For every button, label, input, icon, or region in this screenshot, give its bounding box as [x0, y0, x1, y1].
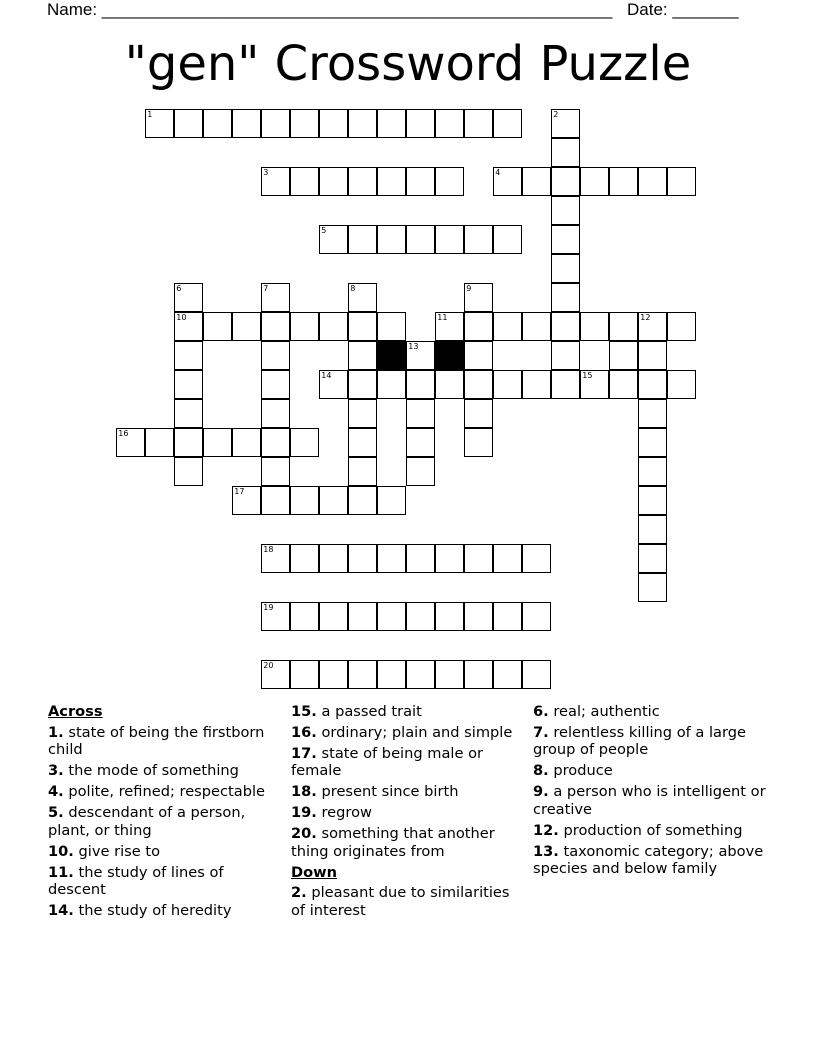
crossword-cell[interactable]	[261, 660, 290, 689]
crossword-cell[interactable]	[406, 428, 435, 457]
crossword-cell[interactable]	[551, 370, 580, 399]
clue-item: 13. taxonomic category; above species and below family	[533, 842, 764, 878]
crossword-cell[interactable]	[435, 312, 464, 341]
crossword-cell[interactable]	[348, 225, 377, 254]
clue-item-number: 7.	[533, 723, 549, 741]
clue-column-1	[48, 703, 282, 923]
clue-item-number: 5.	[48, 804, 64, 822]
crossword-cell[interactable]	[406, 370, 435, 399]
crossword-cell[interactable]	[319, 109, 348, 138]
crossword-cell[interactable]	[261, 167, 290, 196]
crossword-cell[interactable]	[638, 428, 667, 457]
crossword-cell[interactable]	[435, 370, 464, 399]
section-heading: Across	[48, 703, 103, 720]
crossword-cell[interactable]	[435, 109, 464, 138]
crossword-cell[interactable]	[348, 602, 377, 631]
clue-item-number: 17.	[291, 744, 317, 762]
clue-number: 7	[263, 284, 269, 294]
crossword-cell[interactable]	[638, 486, 667, 515]
clue-item: 8. produce	[533, 762, 613, 780]
page-title: "gen" Crossword Puzzle	[124, 36, 692, 92]
crossword-cell[interactable]	[493, 660, 522, 689]
clue-number: 4	[495, 168, 501, 178]
crossword-cell[interactable]	[232, 428, 261, 457]
crossword-cell[interactable]	[232, 109, 261, 138]
clue-item: 19. regrow	[291, 804, 372, 822]
crossword-cell[interactable]	[406, 660, 435, 689]
crossword-cell[interactable]	[580, 370, 609, 399]
crossword-cell[interactable]	[290, 312, 319, 341]
crossword-cell[interactable]	[638, 544, 667, 573]
crossword-cell[interactable]	[232, 486, 261, 515]
clue-item: 18. present since birth	[291, 783, 459, 801]
clue-number: 9	[466, 284, 472, 294]
crossword-cell[interactable]	[609, 167, 638, 196]
crossword-cell[interactable]	[348, 283, 377, 312]
crossword-cell[interactable]	[580, 312, 609, 341]
crossword-cell[interactable]	[261, 544, 290, 573]
crossword-cell[interactable]	[464, 109, 493, 138]
clue-number: 16	[118, 429, 129, 439]
clue-column-2	[291, 703, 525, 923]
clue-item: 12. production of something	[533, 821, 743, 839]
crossword-cell[interactable]	[609, 312, 638, 341]
crossword-cell[interactable]	[319, 312, 348, 341]
crossword-cell[interactable]	[290, 660, 319, 689]
crossword-cell[interactable]	[638, 167, 667, 196]
clue-number: 8	[350, 284, 356, 294]
clue-item-number: 11.	[48, 863, 74, 881]
crossword-cell[interactable]	[493, 370, 522, 399]
crossword-cell[interactable]	[377, 370, 406, 399]
crossword-cell[interactable]	[116, 428, 145, 457]
clue-item-number: 14.	[48, 902, 74, 920]
crossword-cell[interactable]	[435, 167, 464, 196]
crossword-cell[interactable]	[551, 312, 580, 341]
crossword-cell[interactable]	[435, 602, 464, 631]
clue-column-3	[533, 703, 767, 881]
crossword-cell[interactable]	[174, 457, 203, 486]
clue-number: 3	[263, 168, 269, 178]
crossword-cell[interactable]	[261, 370, 290, 399]
crossword-cell[interactable]	[319, 225, 348, 254]
crossword-cell[interactable]	[348, 457, 377, 486]
crossword-cell[interactable]	[522, 370, 551, 399]
crossword-cell[interactable]	[609, 370, 638, 399]
clue-item: 11. the study of lines of descent	[48, 863, 224, 899]
clue-item: 5. descendant of a person, plant, or thing	[48, 804, 246, 839]
clue-item: 16. ordinary; plain and simple	[291, 723, 513, 741]
crossword-cell[interactable]	[261, 457, 290, 486]
clue-item: 4. polite, refined; respectable	[48, 783, 266, 801]
crossword-cell[interactable]	[261, 341, 290, 370]
crossword-cell[interactable]	[406, 544, 435, 573]
clue-number: 6	[176, 284, 182, 294]
crossword-cell[interactable]	[174, 283, 203, 312]
crossword-cell[interactable]	[464, 399, 493, 428]
clue-number: 2	[553, 110, 559, 120]
crossword-cell[interactable]	[319, 167, 348, 196]
clue-item-number: 8.	[533, 762, 549, 780]
clue-number: 11	[437, 313, 448, 323]
crossword-cell[interactable]	[464, 602, 493, 631]
crossword-cell[interactable]	[406, 341, 435, 370]
clue-item-number: 20.	[291, 825, 317, 843]
clue-number: 18	[263, 545, 274, 555]
date-field[interactable]: Date: _______	[627, 0, 739, 19]
clue-item-number: 4.	[48, 783, 64, 801]
crossword-cell[interactable]	[435, 225, 464, 254]
crossword-cell[interactable]	[261, 602, 290, 631]
clue-item-number: 15.	[291, 703, 317, 720]
crossword-cell[interactable]	[203, 428, 232, 457]
crossword-cell[interactable]	[348, 370, 377, 399]
crossword-cell[interactable]	[638, 370, 667, 399]
crossword-cell[interactable]	[580, 167, 609, 196]
crossword-cell[interactable]	[464, 312, 493, 341]
crossword-cell[interactable]	[493, 602, 522, 631]
clue-item: 1. state of being the firstborn child	[48, 723, 265, 759]
crossword-cell[interactable]	[377, 544, 406, 573]
crossword-cell[interactable]	[348, 660, 377, 689]
crossword-cell[interactable]	[493, 312, 522, 341]
crossword-cell[interactable]	[464, 283, 493, 312]
clue-item-number: 16.	[291, 723, 317, 741]
crossword-cell[interactable]	[348, 312, 377, 341]
clue-item: 3. the mode of something	[48, 762, 239, 780]
crossword-cell[interactable]	[174, 428, 203, 457]
clue-item: 7. relentless killing of a large group of people	[533, 723, 746, 759]
clue-number: 1	[147, 110, 153, 120]
crossword-cell[interactable]	[348, 399, 377, 428]
clue-item-number: 6.	[533, 703, 549, 720]
clue-item-number: 3.	[48, 762, 64, 780]
crossword-cell[interactable]	[551, 196, 580, 225]
clue-item-number: 9.	[533, 783, 549, 801]
section-heading: Down	[291, 863, 338, 881]
crossword-cell[interactable]	[348, 109, 377, 138]
crossword-cell[interactable]	[406, 109, 435, 138]
crossword-cell[interactable]	[377, 109, 406, 138]
crossword-cell[interactable]	[290, 428, 319, 457]
crossword-cell[interactable]	[493, 109, 522, 138]
crossword-cell[interactable]	[261, 283, 290, 312]
crossword-cell[interactable]	[464, 370, 493, 399]
crossword-cell[interactable]	[290, 544, 319, 573]
clue-item: 14. the study of heredity	[48, 902, 232, 920]
crossword-cell[interactable]	[406, 457, 435, 486]
crossword-cell[interactable]	[493, 225, 522, 254]
crossword-cell[interactable]	[464, 428, 493, 457]
clue-item: 20. something that another thing originates from	[291, 825, 495, 860]
crossword-cell[interactable]	[551, 109, 580, 138]
crossword-cell[interactable]	[348, 167, 377, 196]
crossword-cell[interactable]	[638, 457, 667, 486]
crossword-cell[interactable]	[493, 544, 522, 573]
clue-item: 2. pleasant due to similarities of interest	[291, 884, 510, 920]
clue-item-number: 2.	[291, 884, 307, 902]
crossword-cell[interactable]	[290, 486, 319, 515]
crossword-cell[interactable]	[638, 573, 667, 602]
crossword-cell[interactable]	[290, 109, 319, 138]
clue-item-number: 12.	[533, 821, 559, 839]
crossword-cell[interactable]	[377, 225, 406, 254]
clue-item-number: 19.	[291, 804, 317, 822]
crossword-cell[interactable]	[174, 312, 203, 341]
crossword-cell[interactable]	[522, 602, 551, 631]
crossword-cell[interactable]	[319, 544, 348, 573]
crossword-cell[interactable]	[377, 660, 406, 689]
crossword-cell[interactable]	[319, 602, 348, 631]
crossword-cell[interactable]	[522, 312, 551, 341]
crossword-cell[interactable]	[522, 660, 551, 689]
crossword-cell[interactable]	[232, 312, 261, 341]
clue-item: 10. give rise to	[48, 842, 160, 860]
crossword-cell[interactable]	[348, 486, 377, 515]
crossword-cell[interactable]	[667, 370, 696, 399]
crossword-cell[interactable]	[348, 544, 377, 573]
crossword-cell[interactable]	[551, 341, 580, 370]
crossword-cell[interactable]	[377, 486, 406, 515]
crossword-cell[interactable]	[551, 283, 580, 312]
crossword-cell[interactable]	[551, 254, 580, 283]
crossword-cell[interactable]	[493, 167, 522, 196]
clue-number: 15	[582, 371, 593, 381]
crossword-cell[interactable]	[319, 486, 348, 515]
crossword-cell[interactable]	[638, 399, 667, 428]
crossword-block	[377, 341, 406, 370]
crossword-cell[interactable]	[348, 428, 377, 457]
crossword-cell[interactable]	[406, 225, 435, 254]
crossword-cell[interactable]	[261, 312, 290, 341]
crossword-cell[interactable]	[319, 370, 348, 399]
crossword-cell[interactable]	[261, 109, 290, 138]
crossword-cell[interactable]	[261, 486, 290, 515]
crossword-cell[interactable]	[377, 167, 406, 196]
crossword-cell[interactable]	[464, 341, 493, 370]
crossword-cell[interactable]	[406, 167, 435, 196]
crossword-cell[interactable]	[464, 225, 493, 254]
crossword-cell[interactable]	[203, 312, 232, 341]
clue-number: 14	[321, 371, 332, 381]
crossword-cell[interactable]	[435, 544, 464, 573]
crossword-cell[interactable]	[377, 602, 406, 631]
clue-item: 15. a passed trait	[291, 703, 422, 720]
clue-number: 13	[408, 342, 419, 352]
clue-item-number: 1.	[48, 723, 64, 741]
crossword-cell[interactable]	[145, 428, 174, 457]
clue-item: 17. state of being male or female	[291, 744, 484, 780]
clue-number: 20	[263, 661, 274, 671]
crossword-cell[interactable]	[522, 544, 551, 573]
crossword-cell[interactable]	[522, 167, 551, 196]
crossword-cell[interactable]	[638, 341, 667, 370]
crossword-cell[interactable]	[435, 660, 464, 689]
crossword-cell[interactable]	[551, 167, 580, 196]
clue-number: 10	[176, 313, 187, 323]
crossword-cell[interactable]	[290, 602, 319, 631]
clue-item-number: 13.	[533, 842, 559, 860]
clue-number: 5	[321, 226, 327, 236]
crossword-cell[interactable]	[290, 167, 319, 196]
crossword-cell[interactable]	[551, 225, 580, 254]
clue-number: 17	[234, 487, 245, 497]
clue-number: 19	[263, 603, 274, 613]
crossword-block	[435, 341, 464, 370]
crossword-cell[interactable]	[464, 544, 493, 573]
crossword-cell[interactable]	[667, 312, 696, 341]
crossword-cell[interactable]	[609, 341, 638, 370]
crossword-cell[interactable]	[464, 660, 493, 689]
crossword-cell[interactable]	[348, 341, 377, 370]
crossword-cell[interactable]	[203, 109, 232, 138]
clue-item-number: 10.	[48, 842, 74, 860]
name-field[interactable]: Name: ______________________________________________________	[47, 0, 613, 19]
crossword-cell[interactable]	[667, 167, 696, 196]
crossword-cell[interactable]	[406, 602, 435, 631]
crossword-cell[interactable]	[551, 138, 580, 167]
crossword-cell[interactable]	[638, 312, 667, 341]
clue-item: 6. real; authentic	[533, 703, 660, 720]
crossword-cell[interactable]	[174, 399, 203, 428]
clue-number: 12	[640, 313, 651, 323]
crossword-cell[interactable]	[406, 399, 435, 428]
crossword-cell[interactable]	[638, 515, 667, 544]
crossword-cell[interactable]	[174, 370, 203, 399]
crossword-cell[interactable]	[145, 109, 174, 138]
crossword-cell[interactable]	[261, 399, 290, 428]
crossword-cell[interactable]	[377, 312, 406, 341]
crossword-cell[interactable]	[319, 660, 348, 689]
crossword-cell[interactable]	[174, 109, 203, 138]
crossword-cell[interactable]	[174, 341, 203, 370]
crossword-cell[interactable]	[261, 428, 290, 457]
clue-item-number: 18.	[291, 783, 317, 801]
clue-item: 9. a person who is intelligent or creative	[533, 783, 766, 818]
